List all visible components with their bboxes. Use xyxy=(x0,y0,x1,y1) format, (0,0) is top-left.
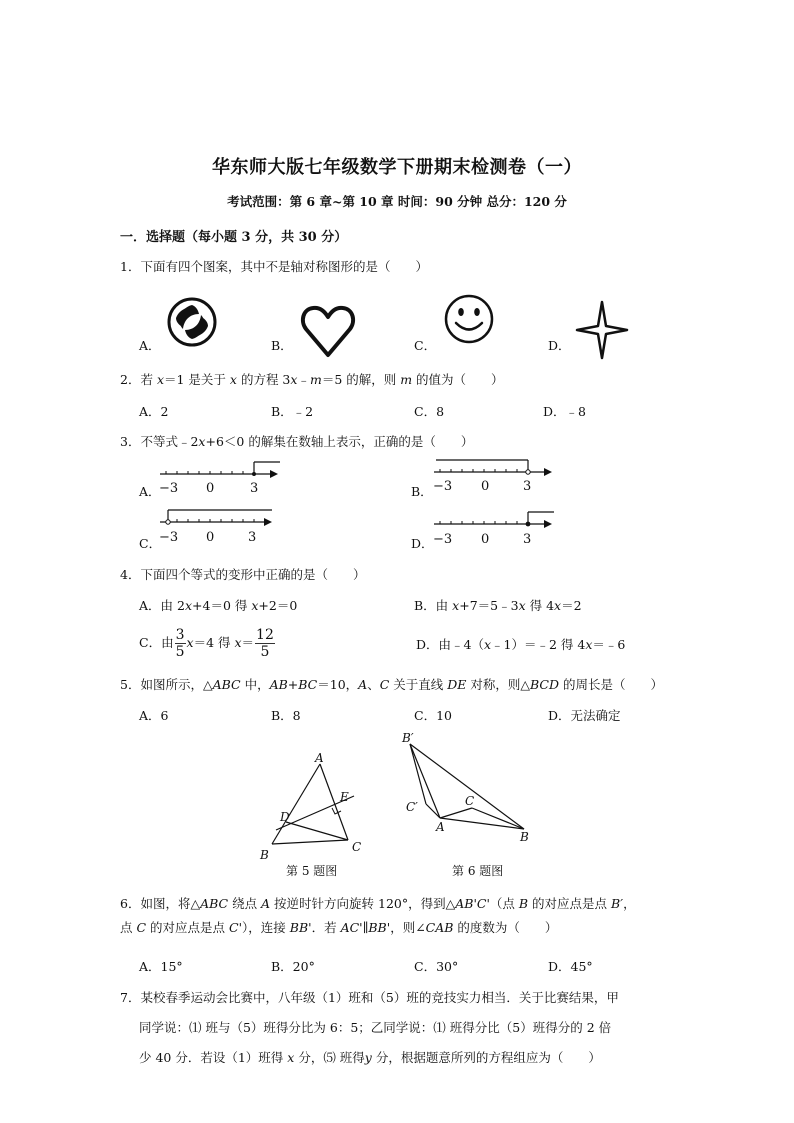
q5-option-a: A．6 xyxy=(139,708,169,723)
q5-option-d: D．无法确定 xyxy=(548,708,621,723)
fig6-label-c-prime: C′ xyxy=(406,800,418,814)
question-7-line-3: 少 40 分．若设（1）班得 x 分，⑸ 班得y 分，根据题意所列的方程组应为（ ） xyxy=(139,1050,601,1065)
q4-option-d: D．由﹣4（x﹣1）＝﹣2 得 4x＝﹣6 xyxy=(416,637,626,652)
section-heading: 一．选择题（每小题 3 分，共 30 分） xyxy=(120,230,348,245)
fig6-label-b-prime: B′ xyxy=(402,731,414,745)
q3-c-tick-neg3: −3 xyxy=(159,530,179,545)
q3-option-c-label: C． xyxy=(139,536,162,551)
fig6-label-a: A xyxy=(436,820,445,834)
q3-b-tick-0: 0 xyxy=(481,479,490,494)
q1-heart-icon xyxy=(300,303,356,359)
q2-option-c: C．8 xyxy=(414,404,445,419)
q3-d-tick-3: 3 xyxy=(523,532,532,547)
fig6-label-c: C xyxy=(465,794,475,808)
question-3-stem: 3．不等式﹣2x+6＜0 的解集在数轴上表示，正确的是（ ） xyxy=(120,434,474,449)
q4-option-c: C．由 $\frac{3}{5}$ x＝4 得 x＝ $\frac{12}{5}$ xyxy=(139,627,274,660)
q1-option-d-label: D． xyxy=(548,338,571,353)
q3-c-tick-0: 0 xyxy=(206,530,215,545)
q1-option-b-label: B． xyxy=(271,338,293,353)
q2-option-b: B．﹣2 xyxy=(271,404,314,419)
q5-option-c: C．10 xyxy=(414,708,452,723)
q3-a-tick-0: 0 xyxy=(206,481,215,496)
q6-option-d: D．45° xyxy=(548,959,593,974)
question-1-stem: 1．下面有四个图案，其中不是轴对称图形的是（ ） xyxy=(120,259,428,274)
q1-star-icon xyxy=(575,300,629,360)
q3-option-a-label: A． xyxy=(139,484,161,499)
fig5-caption: 第 5 题图 xyxy=(286,864,338,878)
fig5-label-a: A xyxy=(315,751,324,765)
exam-info: 考试范围：第 6 章~第 10 章 时间：90 分钟 总分：120 分 xyxy=(227,194,567,209)
question-6-line-1: 6．如图，将△ABC 绕点 A 按逆时针方向旋转 120°，得到△AB'C'（点 B 的对应点是点 B′， xyxy=(120,896,636,911)
q3-b-tick-neg3: −3 xyxy=(433,479,453,494)
q6-option-b: B．20° xyxy=(271,959,315,974)
q3-b-tick-3: 3 xyxy=(523,479,532,494)
question-2-stem: 2．若 x＝1 是关于 x 的方程 3x﹣m＝5 的解，则 m 的值为（ ） xyxy=(120,372,504,387)
question-6-line-2: 点 C 的对应点是点 C'），连接 BB'．若 AC'∥BB'，则∠CAB 的度数为（ ） xyxy=(120,920,558,935)
q6-option-c: C．30° xyxy=(414,959,459,974)
page-title: 华东师大版七年级数学下册期末检测卷（一） xyxy=(212,157,582,178)
q3-a-tick-3: 3 xyxy=(250,481,259,496)
q1-pattern-a-icon xyxy=(166,296,218,348)
question-5-stem: 5．如图所示，△ABC 中，AB+BC＝10，A、C 关于直线 DE 对称，则△BCD 的周长是（ ） xyxy=(120,677,663,692)
q3-d-tick-0: 0 xyxy=(481,532,490,547)
fig5-label-b: B xyxy=(260,848,269,862)
q2-option-d: D．﹣8 xyxy=(543,404,586,419)
fig6-caption: 第 6 题图 xyxy=(452,864,504,878)
question-7-line-2: 同学说：⑴ 班与（5）班得分比为 6：5；乙同学说：⑴ 班得分比（5）班得分的 2 倍 xyxy=(139,1020,612,1035)
figure-6-rotation xyxy=(400,734,540,844)
fig5-label-c: C xyxy=(352,840,362,854)
fig5-label-e: E xyxy=(340,790,349,804)
question-4-stem: 4．下面四个等式的变形中正确的是（ ） xyxy=(120,567,366,582)
q3-option-b-label: B． xyxy=(411,484,433,499)
q3-c-tick-3: 3 xyxy=(248,530,257,545)
q2-option-a: A．2 xyxy=(139,404,169,419)
q4-option-a: A．由 2x+4＝0 得 x+2＝0 xyxy=(139,598,298,613)
q5-option-b: B．8 xyxy=(271,708,301,723)
q3-option-d-label: D． xyxy=(411,536,434,551)
fig6-label-b: B xyxy=(520,830,529,844)
q1-smiley-icon xyxy=(443,293,495,345)
q3-d-tick-neg3: −3 xyxy=(433,532,453,547)
q6-option-a: A．15° xyxy=(139,959,183,974)
q1-option-c-label: C． xyxy=(414,338,437,353)
question-7-line-1: 7．某校春季运动会比赛中，八年级（1）班和（5）班的竞技实力相当．关于比赛结果，甲 xyxy=(120,990,619,1005)
q3-a-tick-neg3: −3 xyxy=(159,481,179,496)
q4-option-b: B．由 x+7＝5﹣3x 得 4x＝2 xyxy=(414,598,582,613)
q1-option-a-label: A． xyxy=(139,338,161,353)
fig5-label-d: D xyxy=(280,810,290,824)
